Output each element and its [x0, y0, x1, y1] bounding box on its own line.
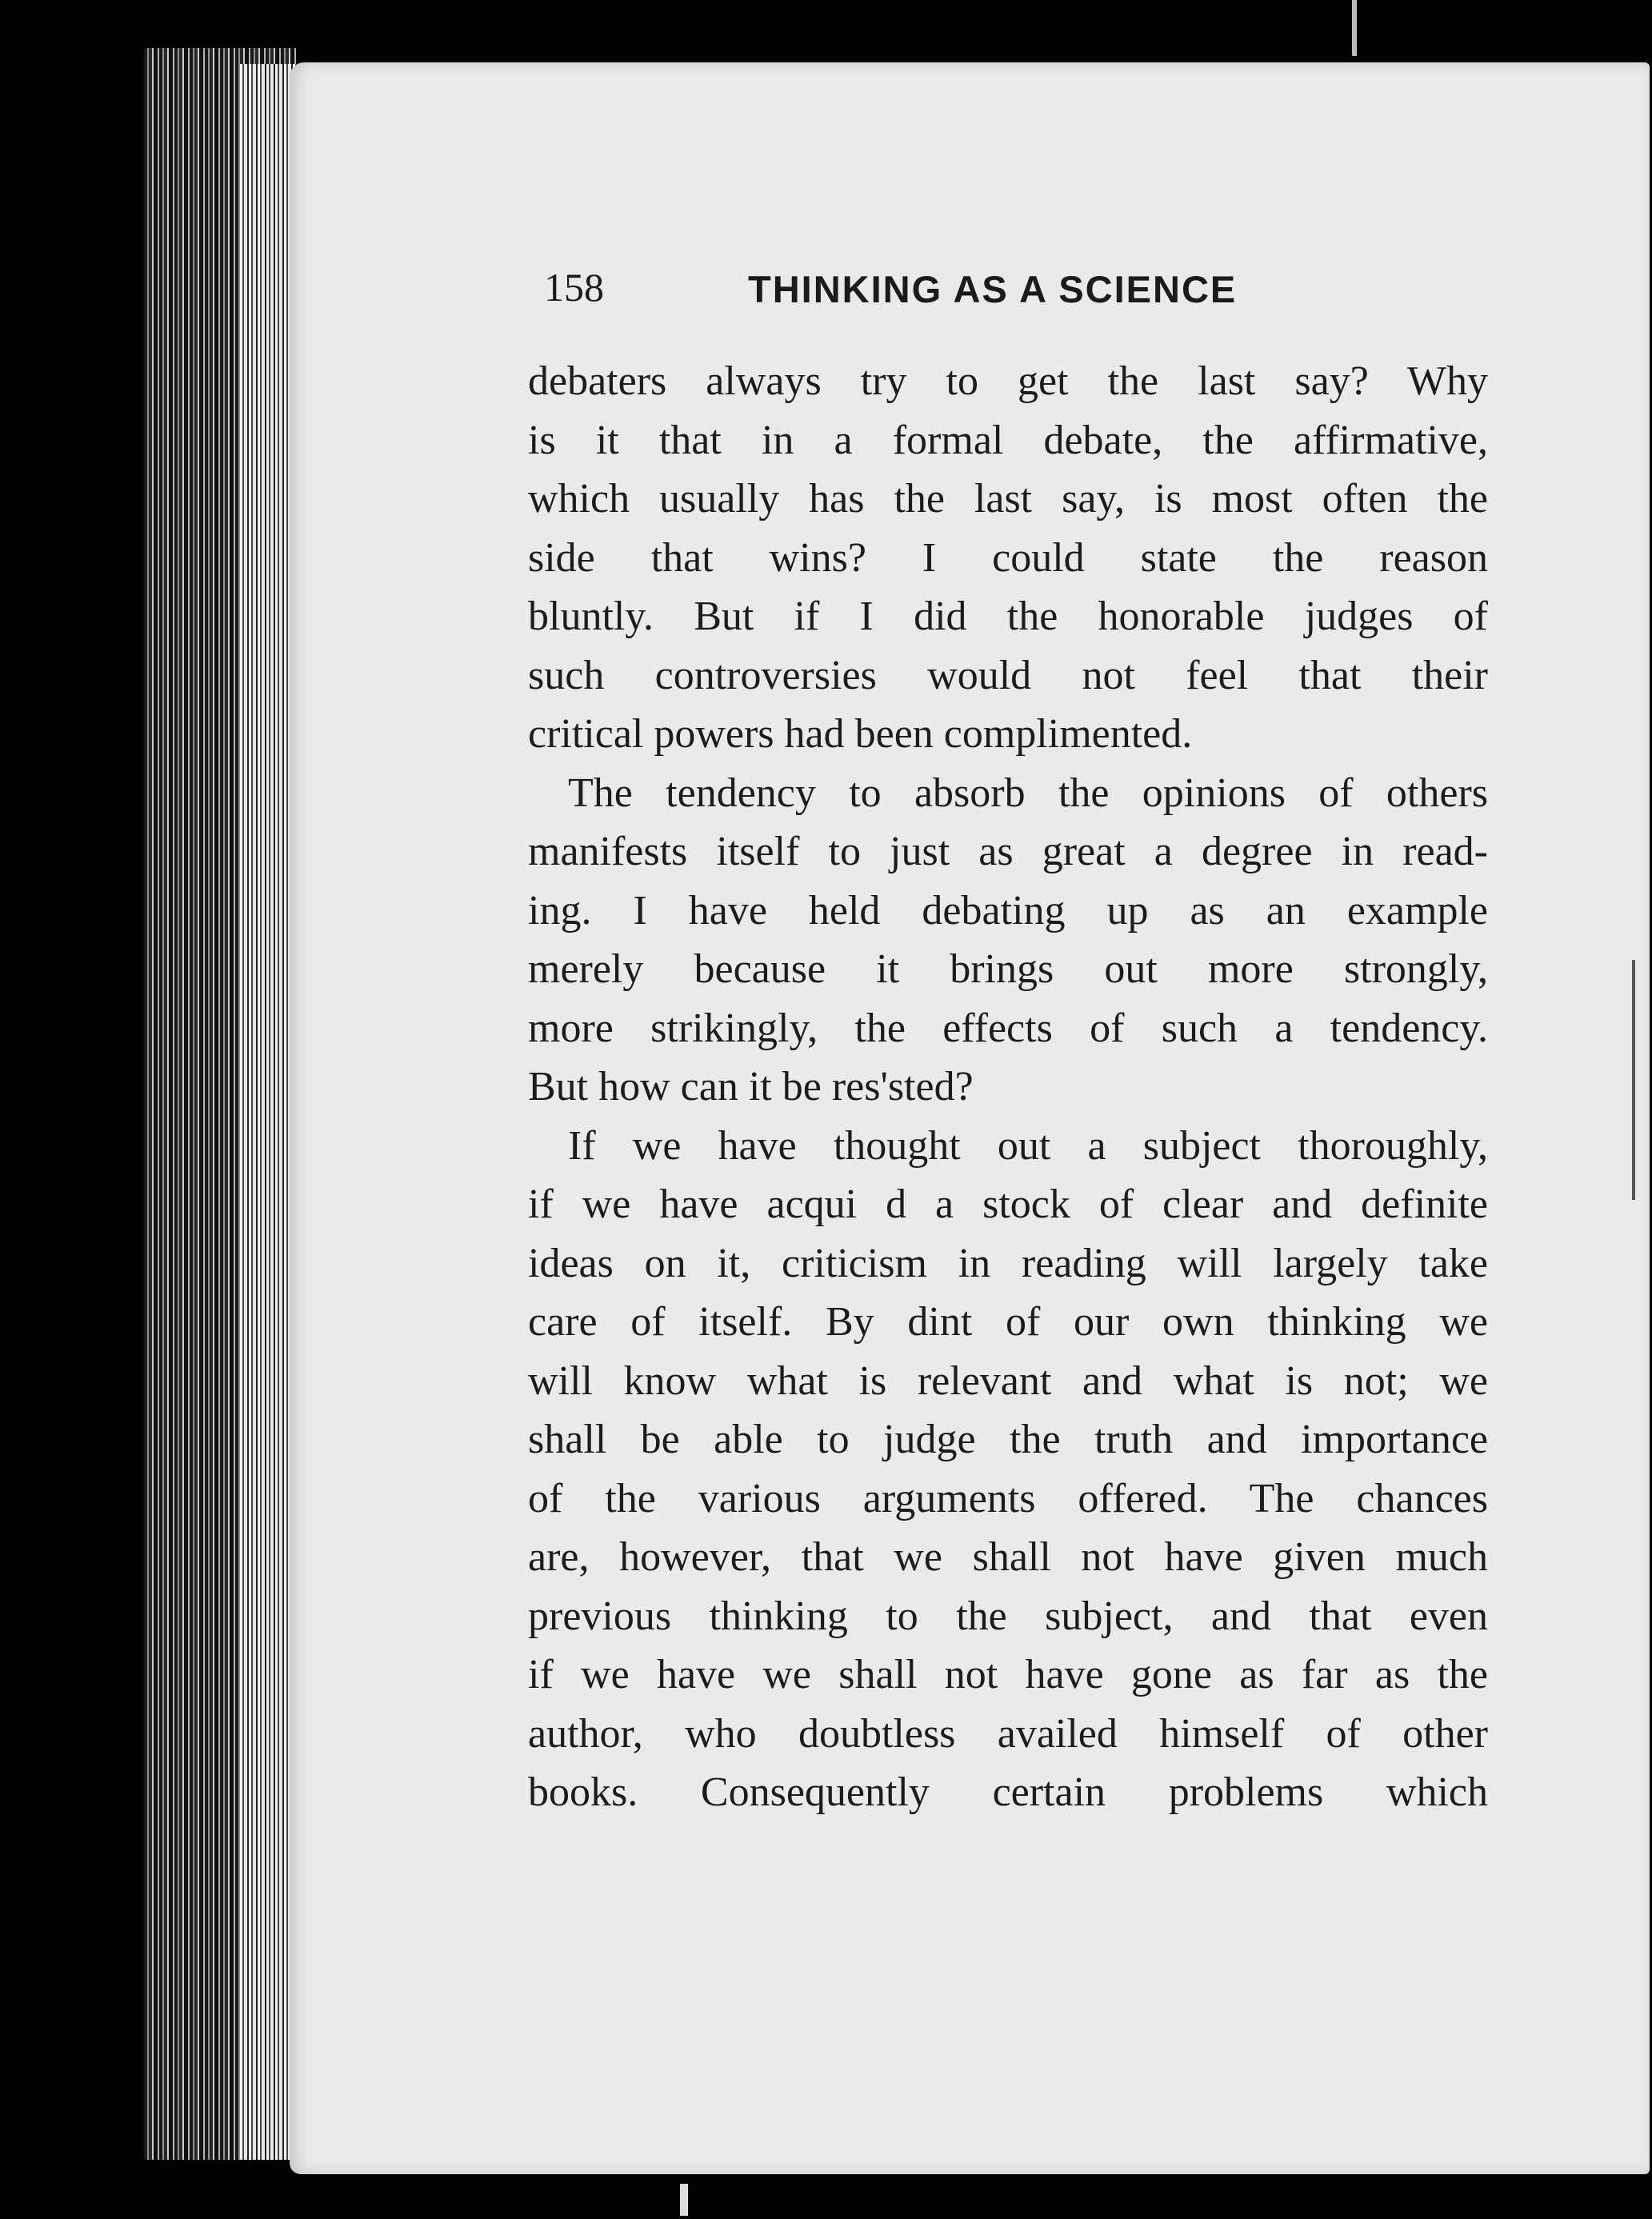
- text-line: If we have thought out a subject thoroughly,: [568, 1122, 1488, 1169]
- page-text: [528, 352, 1488, 1822]
- book-page-edges-inner: [240, 64, 296, 2160]
- text-line: if we have we shall not have gone as far as the: [528, 1652, 1488, 1697]
- text-line: which usually has the last say, is most often the: [528, 476, 1488, 522]
- page-edge-shadow: [1632, 960, 1635, 1200]
- text-line: critical powers had been complimented.: [528, 711, 1193, 757]
- text-line: The tendency to absorb the opinions of others: [568, 770, 1488, 816]
- text-line: if we have acqui d a stock of clear and definite: [528, 1181, 1488, 1227]
- text-line: is it that in a formal debate, the affirmative,: [528, 417, 1488, 463]
- text-line: bluntly. But if I did the honorable judges of: [528, 594, 1488, 639]
- page-number: 158: [544, 265, 604, 310]
- text-line: But how can it be res'sted?: [528, 1064, 974, 1110]
- text-line: author, who doubtless availed himself of other: [528, 1710, 1488, 1757]
- text-line: more strikingly, the effects of such a tendency.: [528, 1005, 1488, 1051]
- text-line: previous thinking to the subject, and that even: [528, 1593, 1488, 1639]
- text-line: merely because it brings out more strongly,: [528, 946, 1488, 992]
- text-line: ideas on it, criticism in reading will largely take: [528, 1240, 1488, 1286]
- running-head: THINKING AS A SCIENCE: [748, 268, 1238, 310]
- text-line: will know what is relevant and what is not; we: [528, 1357, 1488, 1404]
- text-line: ing. I have held debating up as an example: [528, 887, 1488, 934]
- text-line: books. Consequently certain problems which: [528, 1769, 1488, 1815]
- text-line: side that wins? I could state the reason: [528, 534, 1488, 581]
- text-line: care of itself. By dint of our own thinking we: [528, 1299, 1488, 1345]
- text-line: manifests itself to just as great a degree in read-: [528, 829, 1488, 874]
- text-line: of the various arguments offered. The chances: [528, 1475, 1488, 1521]
- page-header: [544, 264, 1344, 336]
- text-line: debaters always try to get the last say? Why: [528, 358, 1488, 404]
- text-line: are, however, that we shall not have given much: [528, 1534, 1488, 1580]
- scan-artifact-bottom: [680, 2184, 688, 2216]
- text-line: shall be able to judge the truth and importance: [528, 1417, 1488, 1462]
- text-line: such controversies would not feel that their: [528, 652, 1488, 698]
- scan-artifact-top: [1352, 0, 1357, 56]
